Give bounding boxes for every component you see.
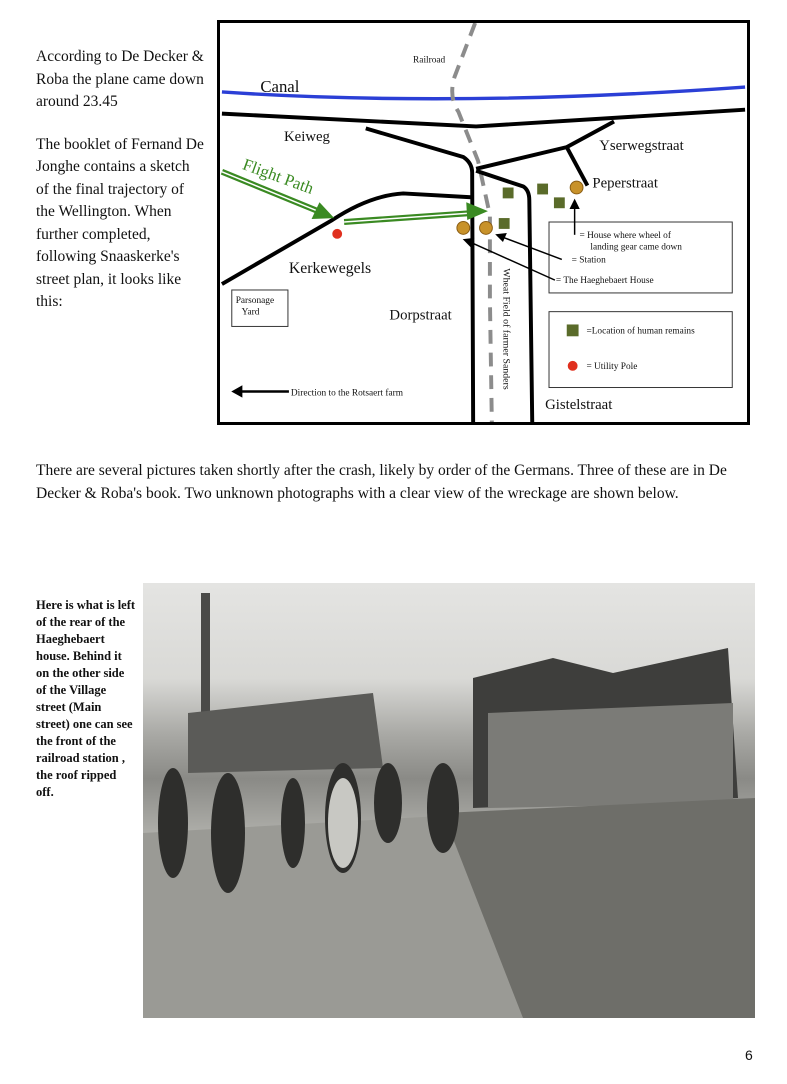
label-parsonage-1: Parsonage [235,295,275,306]
label-canal: Canal [260,76,300,96]
label-gistelstraat: Gistelstraat [545,397,613,414]
road-peperstraat [567,147,588,185]
map-drawing [220,23,747,422]
canal-line [222,87,745,99]
intro-paragraph-1: According to De Decker & Roba the plane came down around 23.45 [36,48,204,110]
wreckage-photo [143,583,755,1018]
page-number: 6 [745,1047,753,1063]
label-keiweg: Keiweg [284,129,330,146]
label-peperstraat: Peperstraat [592,175,658,192]
flight-arrowhead-2 [466,202,488,220]
flight-path-label: Flight Path [240,154,317,198]
legend-house-line2: landing gear came down [590,242,682,253]
legend-box-symbols [549,312,732,388]
body-paragraph: There are several pictures taken shortly after the crash, likely by order of the Germans. Three of these are in De Decker & Roba's book. Two unknown photographs with a clear view of the wreckage are shown below. [36,462,727,502]
legend-remains-icon [567,324,579,336]
station-icon [480,222,493,235]
label-railroad: Railroad [413,55,446,66]
label-kerkewegels: Kerkewegels [288,260,372,278]
road-top [222,110,745,127]
intro-paragraph-2: The booklet of Fernand De Jonghe contains a sketch of the final trajectory of the Wellington. When further completed, following Snaaskerke's street plan, it looks like this: [36,135,204,310]
wheel-house-icon [570,181,583,194]
legend-pole-icon [568,361,578,371]
photo-caption: Here is what is left of the rear of the Haeghebaert house. Behind it on the other side of the Village street (Main street) one can see the front of the railroad station , the roof ripped off. [36,598,136,799]
label-wheat-field: Wheat Field of farmer Sanders [500,268,512,390]
legend-haeghebaert: = The Haeghebaert House [555,276,654,287]
label-dorpstraat: Dorpstraat [389,307,452,324]
label-direction: Direction to the Rotsaert farm [290,388,403,399]
label-parsonage-2: Yard [241,307,260,318]
wreckage-photo-drawing [143,583,755,1018]
road-yserwegstraat [476,122,614,169]
intro-text [36,46,206,334]
utility-pole-icon [332,229,342,239]
legend-station: = Station [571,255,606,266]
crash-site-map [217,20,750,425]
legend-remains: =Location of human remains [586,326,695,337]
haeghebaert-house-icon [457,222,470,235]
road-keiweg [366,128,473,422]
legend-pointers [233,200,579,399]
legend-house-line1: = House where wheel of [579,230,671,241]
label-yserwegstraat: Yserwegstraat [599,138,684,155]
legend-pole: = Utility Pole [586,361,638,372]
